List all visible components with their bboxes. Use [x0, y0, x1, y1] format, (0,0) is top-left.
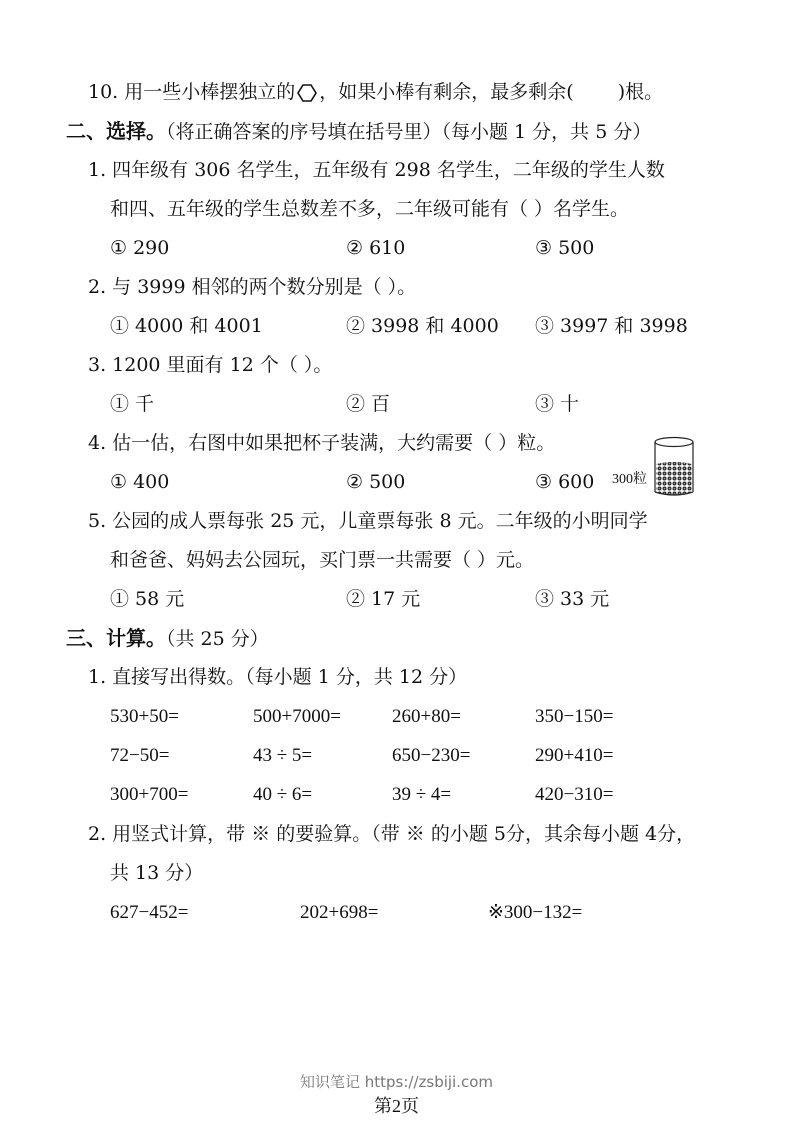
choice-3-option-1[interactable]: ① 千 [110, 393, 155, 415]
watermark: 知识笔记 https://zsbiji.com [299, 1073, 494, 1091]
choice-4-option-1[interactable]: ① 400 [110, 471, 170, 493]
calc-item: 350−150= [535, 706, 614, 727]
vertical-calc-item: ※300−132= [488, 902, 583, 923]
calc-item: 39 ÷ 4= [392, 784, 452, 805]
choice-question-2: 2. 与 3999 相邻的两个数分别是（ ）。 [88, 276, 417, 298]
calc-item: 530+50= [110, 706, 179, 727]
choice-2-option-3[interactable]: ③ 3997 和 3998 [535, 315, 688, 337]
calc-item: 43 ÷ 5= [253, 745, 313, 766]
calc-item: 300+700= [110, 784, 189, 805]
choice-2-option-2[interactable]: ② 3998 和 4000 [346, 315, 499, 337]
choice-4-option-2[interactable]: ② 500 [346, 471, 406, 493]
question-10-text-middle: ，如果小棒有剩余，最多剩余( [319, 81, 574, 103]
cup-label: 300粒 [612, 472, 647, 487]
calc-question-2-line-2: 共 13 分） [110, 862, 204, 884]
section-3-title: 三、计算。 [66, 626, 166, 650]
calc-item: 420−310= [535, 784, 614, 805]
cup-of-beans-image [652, 436, 696, 498]
choice-1-option-1[interactable]: ① 290 [110, 237, 170, 259]
choice-question-5-line-1: 5. 公园的成人票每张 25 元，儿童票每张 8 元。二年级的小明同学 [88, 510, 648, 532]
calc-question-1-title: 1. 直接写出得数。（每小题 1 分，共 12 分） [88, 666, 468, 688]
choice-5-option-2[interactable]: ② 17 元 [346, 588, 421, 610]
question-10-text-start: 10. 用一些小棒摆独立的 [88, 81, 296, 103]
choice-5-option-3[interactable]: ③ 33 元 [535, 588, 610, 610]
calc-item: 650−230= [392, 745, 471, 766]
choice-question-4: 4. 估一估，右图中如果把杯子装满，大约需要（ ）粒。 [88, 432, 556, 454]
page-number: 第2页 [374, 1096, 419, 1116]
choice-3-option-3[interactable]: ③ 十 [535, 393, 580, 415]
choice-5-option-1[interactable]: ① 58 元 [110, 588, 185, 610]
section-2-heading [66, 119, 651, 144]
choice-question-5-line-2: 和爸爸、妈妈去公园玩，买门票一共需要（ ）元。 [110, 549, 535, 571]
choice-question-1-line-1: 1. 四年级有 306 名学生，五年级有 298 名学生，二年级的学生人数 [88, 159, 665, 181]
vertical-calc-item: 202+698= [300, 902, 379, 923]
hexagon-icon [297, 83, 317, 103]
vertical-calc-item: 627−452= [110, 902, 189, 923]
calc-item: 40 ÷ 6= [253, 784, 313, 805]
section-3-note: （共 25 分） [166, 628, 269, 650]
section-2-note: （将正确答案的序号填在括号里）（每小题 1 分，共 5 分） [166, 121, 652, 143]
calc-question-2-line-1: 2. 用竖式计算，带 ※ 的要验算。（带 ※ 的小题 5分，其余每小题 4分， [88, 823, 696, 845]
calc-item: 500+7000= [253, 706, 341, 727]
choice-question-1-line-2: 和四、五年级的学生总数差不多，二年级可能有（ ）名学生。 [110, 198, 630, 220]
choice-4-option-3[interactable]: ③ 600 [535, 471, 595, 493]
calc-item: 260+80= [392, 706, 461, 727]
choice-1-option-3[interactable]: ③ 500 [535, 237, 595, 259]
choice-2-option-1[interactable]: ① 4000 和 4001 [110, 315, 263, 337]
question-10-text-end: )根。 [617, 81, 664, 103]
question-10 [88, 80, 663, 104]
section-2-title: 二、选择。 [66, 119, 166, 143]
choice-3-option-2[interactable]: ② 百 [346, 393, 391, 415]
calc-item: 72−50= [110, 745, 170, 766]
section-3-heading [66, 626, 269, 651]
calc-item: 290+410= [535, 745, 614, 766]
choice-1-option-2[interactable]: ② 610 [346, 237, 406, 259]
choice-question-3: 3. 1200 里面有 12 个（ ）。 [88, 354, 333, 376]
